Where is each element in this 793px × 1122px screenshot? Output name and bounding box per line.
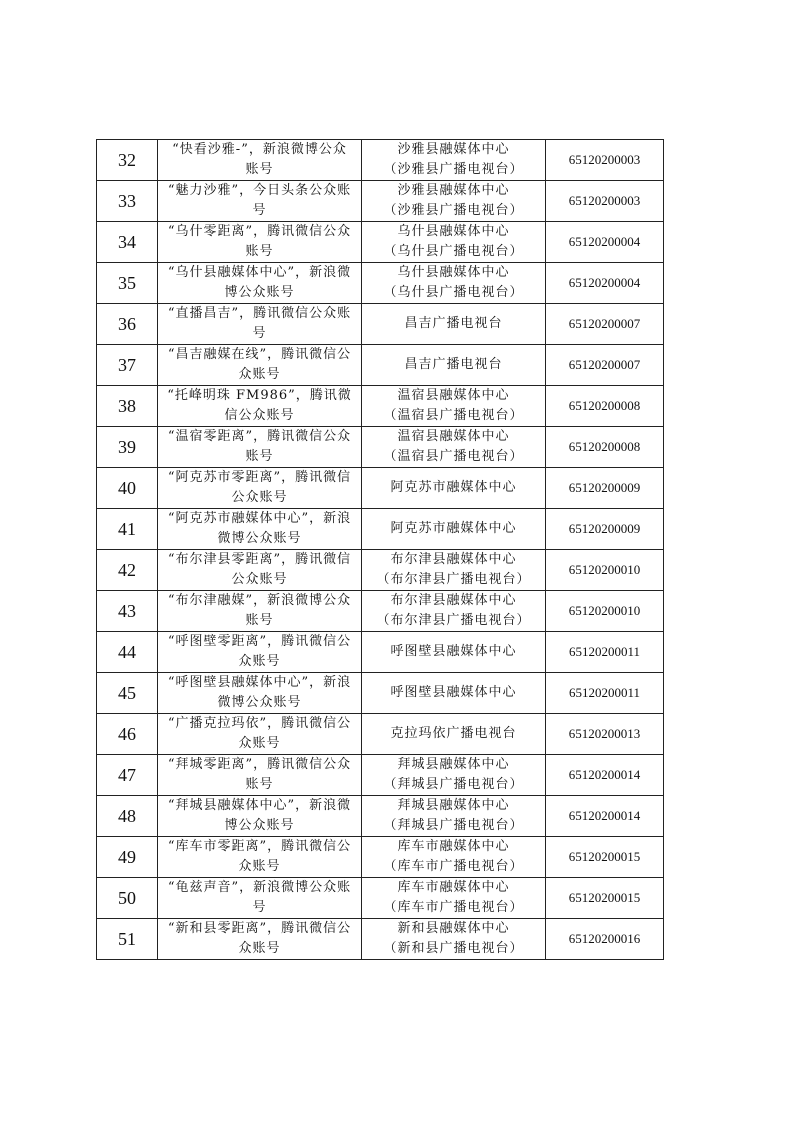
table-row (97, 714, 664, 755)
operating-unit-cell (362, 304, 546, 345)
license-code: 65120200004 (546, 263, 664, 304)
account-name-line: “直播昌吉”，腾讯微信公众账 (167, 306, 352, 321)
table-row (97, 878, 664, 919)
account-name-cell (158, 714, 362, 755)
table-row (97, 755, 664, 796)
table-body (97, 140, 664, 960)
operating-unit-line: 乌什县融媒体中心 (397, 265, 510, 280)
operating-unit-line: 克拉玛依广播电视台 (390, 726, 517, 741)
row-number: 47 (97, 755, 158, 796)
account-name-line: “阿克苏市零距离”，腾讯微信 (167, 470, 352, 485)
account-name-cell (158, 304, 362, 345)
operating-unit-line: （温宿县广播电视台） (383, 408, 524, 423)
account-name-line: “拜城县融媒体中心”，新浪微 (167, 798, 352, 813)
operating-unit-line: 库车市融媒体中心 (397, 880, 510, 895)
operating-unit-line: 呼图壁县融媒体中心 (390, 644, 517, 659)
account-name-line: “魅力沙雅”，今日头条公众账 (167, 183, 352, 198)
account-name-line: “乌什县融媒体中心”，新浪微 (167, 265, 352, 280)
account-name-line: “广播克拉玛依”，腾讯微信公 (167, 716, 352, 731)
operating-unit-cell (362, 181, 546, 222)
account-name-cell (158, 919, 362, 960)
account-name-cell (158, 140, 362, 181)
table-row (97, 468, 664, 509)
license-code: 65120200010 (546, 550, 664, 591)
operating-unit-cell (362, 468, 546, 509)
account-name-line: 博公众账号 (224, 285, 295, 300)
row-number: 40 (97, 468, 158, 509)
operating-unit-cell (362, 878, 546, 919)
account-name-line: “布尔津融媒”，新浪微博公众 (167, 593, 352, 608)
license-code: 65120200003 (546, 140, 664, 181)
account-name-cell (158, 263, 362, 304)
operating-unit-cell (362, 509, 546, 550)
account-name-cell (158, 468, 362, 509)
license-code: 65120200015 (546, 878, 664, 919)
row-number: 34 (97, 222, 158, 263)
row-number: 51 (97, 919, 158, 960)
license-code: 65120200008 (546, 427, 664, 468)
account-name-line: “昌吉融媒在线”，腾讯微信公 (167, 347, 352, 362)
account-name-line: 公众账号 (231, 490, 288, 505)
registry-table (96, 139, 664, 960)
operating-unit-cell (362, 837, 546, 878)
account-name-line: “布尔津县零距离”，腾讯微信 (167, 552, 352, 567)
operating-unit-line: （沙雅县广播电视台） (383, 162, 524, 177)
operating-unit-cell (362, 386, 546, 427)
row-number: 39 (97, 427, 158, 468)
table-row (97, 796, 664, 837)
operating-unit-cell (362, 796, 546, 837)
license-code: 65120200016 (546, 919, 664, 960)
row-number: 44 (97, 632, 158, 673)
account-name-line: “呼图壁零距离”，腾讯微信公 (167, 634, 352, 649)
license-code: 65120200004 (546, 222, 664, 263)
operating-unit-cell (362, 673, 546, 714)
table-row (97, 181, 664, 222)
operating-unit-cell (362, 714, 546, 755)
license-code: 65120200014 (546, 796, 664, 837)
table-row (97, 550, 664, 591)
account-name-line: 号 (252, 900, 267, 915)
table-row (97, 591, 664, 632)
row-number: 38 (97, 386, 158, 427)
row-number: 45 (97, 673, 158, 714)
table-row (97, 673, 664, 714)
account-name-line: 公众账号 (231, 572, 288, 587)
account-name-line: 账号 (245, 162, 274, 177)
operating-unit-line: 昌吉广播电视台 (404, 357, 503, 372)
account-name-cell (158, 222, 362, 263)
row-number: 46 (97, 714, 158, 755)
operating-unit-line: 温宿县融媒体中心 (397, 388, 510, 403)
license-code: 65120200014 (546, 755, 664, 796)
account-name-line: 众账号 (238, 367, 281, 382)
table-row (97, 304, 664, 345)
account-name-cell (158, 550, 362, 591)
account-name-line: “阿克苏市融媒体中心”，新浪 (167, 511, 352, 526)
account-name-line: 众账号 (238, 859, 281, 874)
account-name-line: “呼图壁县融媒体中心”，新浪 (167, 675, 352, 690)
table-row (97, 919, 664, 960)
operating-unit-cell (362, 427, 546, 468)
row-number: 36 (97, 304, 158, 345)
operating-unit-line: （乌什县广播电视台） (383, 244, 524, 259)
license-code: 65120200013 (546, 714, 664, 755)
row-number: 32 (97, 140, 158, 181)
operating-unit-line: 阿克苏市融媒体中心 (390, 480, 517, 495)
operating-unit-line: （沙雅县广播电视台） (383, 203, 524, 218)
account-name-line: “拜城零距离”，腾讯微信公众 (167, 757, 352, 772)
table-row (97, 509, 664, 550)
account-name-line: 账号 (245, 777, 274, 792)
account-name-line: “温宿零距离”，腾讯微信公众 (167, 429, 352, 444)
account-name-line: “龟兹声音”，新浪微博公众账 (167, 880, 352, 895)
account-name-line: 账号 (245, 449, 274, 464)
account-name-cell (158, 345, 362, 386)
operating-unit-line: 温宿县融媒体中心 (397, 429, 510, 444)
account-name-cell (158, 181, 362, 222)
license-code: 65120200011 (546, 673, 664, 714)
operating-unit-cell (362, 591, 546, 632)
operating-unit-line: （温宿县广播电视台） (383, 449, 524, 464)
table-row (97, 427, 664, 468)
row-number: 48 (97, 796, 158, 837)
account-name-line: “库车市零距离”，腾讯微信公 (167, 839, 352, 854)
operating-unit-line: （拜城县广播电视台） (383, 818, 524, 833)
operating-unit-line: 沙雅县融媒体中心 (397, 142, 510, 157)
account-name-line: 众账号 (238, 736, 281, 751)
row-number: 42 (97, 550, 158, 591)
operating-unit-line: 拜城县融媒体中心 (397, 798, 510, 813)
account-name-line: 账号 (245, 244, 274, 259)
account-name-cell (158, 837, 362, 878)
license-code: 65120200009 (546, 509, 664, 550)
license-code: 65120200007 (546, 345, 664, 386)
operating-unit-cell (362, 919, 546, 960)
operating-unit-cell (362, 263, 546, 304)
operating-unit-line: （布尔津县广播电视台） (376, 572, 531, 587)
operating-unit-line: （拜城县广播电视台） (383, 777, 524, 792)
account-name-line: 众账号 (238, 941, 281, 956)
operating-unit-line: （布尔津县广播电视台） (376, 613, 531, 628)
table-row (97, 222, 664, 263)
table-row (97, 386, 664, 427)
account-name-line: 号 (252, 203, 267, 218)
account-name-cell (158, 796, 362, 837)
account-name-line: “快看沙雅-”，新浪微博公众 (172, 142, 347, 157)
row-number: 41 (97, 509, 158, 550)
row-number: 49 (97, 837, 158, 878)
license-code: 65120200003 (546, 181, 664, 222)
account-name-line: 账号 (245, 613, 274, 628)
account-name-line: 众账号 (238, 654, 281, 669)
account-name-cell (158, 509, 362, 550)
operating-unit-line: （库车市广播电视台） (383, 900, 524, 915)
operating-unit-line: 拜城县融媒体中心 (397, 757, 510, 772)
table-row (97, 837, 664, 878)
operating-unit-line: 布尔津县融媒体中心 (390, 552, 517, 567)
table-row (97, 140, 664, 181)
operating-unit-line: （新和县广播电视台） (383, 941, 524, 956)
operating-unit-line: 布尔津县融媒体中心 (390, 593, 517, 608)
operating-unit-cell (362, 755, 546, 796)
account-name-line: 微博公众账号 (217, 531, 302, 546)
table-row (97, 263, 664, 304)
account-name-line: “托峰明珠 FM986”，腾讯微 (167, 388, 352, 403)
row-number: 43 (97, 591, 158, 632)
row-number: 33 (97, 181, 158, 222)
account-name-line: 博公众账号 (224, 818, 295, 833)
operating-unit-line: 昌吉广播电视台 (404, 316, 503, 331)
account-name-line: “乌什零距离”，腾讯微信公众 (167, 224, 352, 239)
account-name-line: 微博公众账号 (217, 695, 302, 710)
operating-unit-cell (362, 632, 546, 673)
operating-unit-cell (362, 345, 546, 386)
account-name-cell (158, 386, 362, 427)
operating-unit-cell (362, 140, 546, 181)
operating-unit-line: 阿克苏市融媒体中心 (390, 521, 517, 536)
license-code: 65120200011 (546, 632, 664, 673)
account-name-cell (158, 591, 362, 632)
license-code: 65120200009 (546, 468, 664, 509)
license-code: 65120200015 (546, 837, 664, 878)
account-name-cell (158, 878, 362, 919)
table-row (97, 632, 664, 673)
row-number: 37 (97, 345, 158, 386)
account-name-line: 号 (252, 326, 267, 341)
operating-unit-line: 沙雅县融媒体中心 (397, 183, 510, 198)
account-name-cell (158, 755, 362, 796)
operating-unit-line: 呼图壁县融媒体中心 (390, 685, 517, 700)
operating-unit-line: （乌什县广播电视台） (383, 285, 524, 300)
row-number: 35 (97, 263, 158, 304)
license-code: 65120200008 (546, 386, 664, 427)
license-code: 65120200010 (546, 591, 664, 632)
table-row (97, 345, 664, 386)
operating-unit-cell (362, 222, 546, 263)
license-code: 65120200007 (546, 304, 664, 345)
account-name-line: 信公众账号 (224, 408, 295, 423)
account-name-cell (158, 632, 362, 673)
operating-unit-line: 库车市融媒体中心 (397, 839, 510, 854)
operating-unit-cell (362, 550, 546, 591)
operating-unit-line: 乌什县融媒体中心 (397, 224, 510, 239)
operating-unit-line: （库车市广播电视台） (383, 859, 524, 874)
account-name-cell (158, 673, 362, 714)
row-number: 50 (97, 878, 158, 919)
account-name-line: “新和县零距离”，腾讯微信公 (167, 921, 352, 936)
operating-unit-line: 新和县融媒体中心 (397, 921, 510, 936)
account-name-cell (158, 427, 362, 468)
